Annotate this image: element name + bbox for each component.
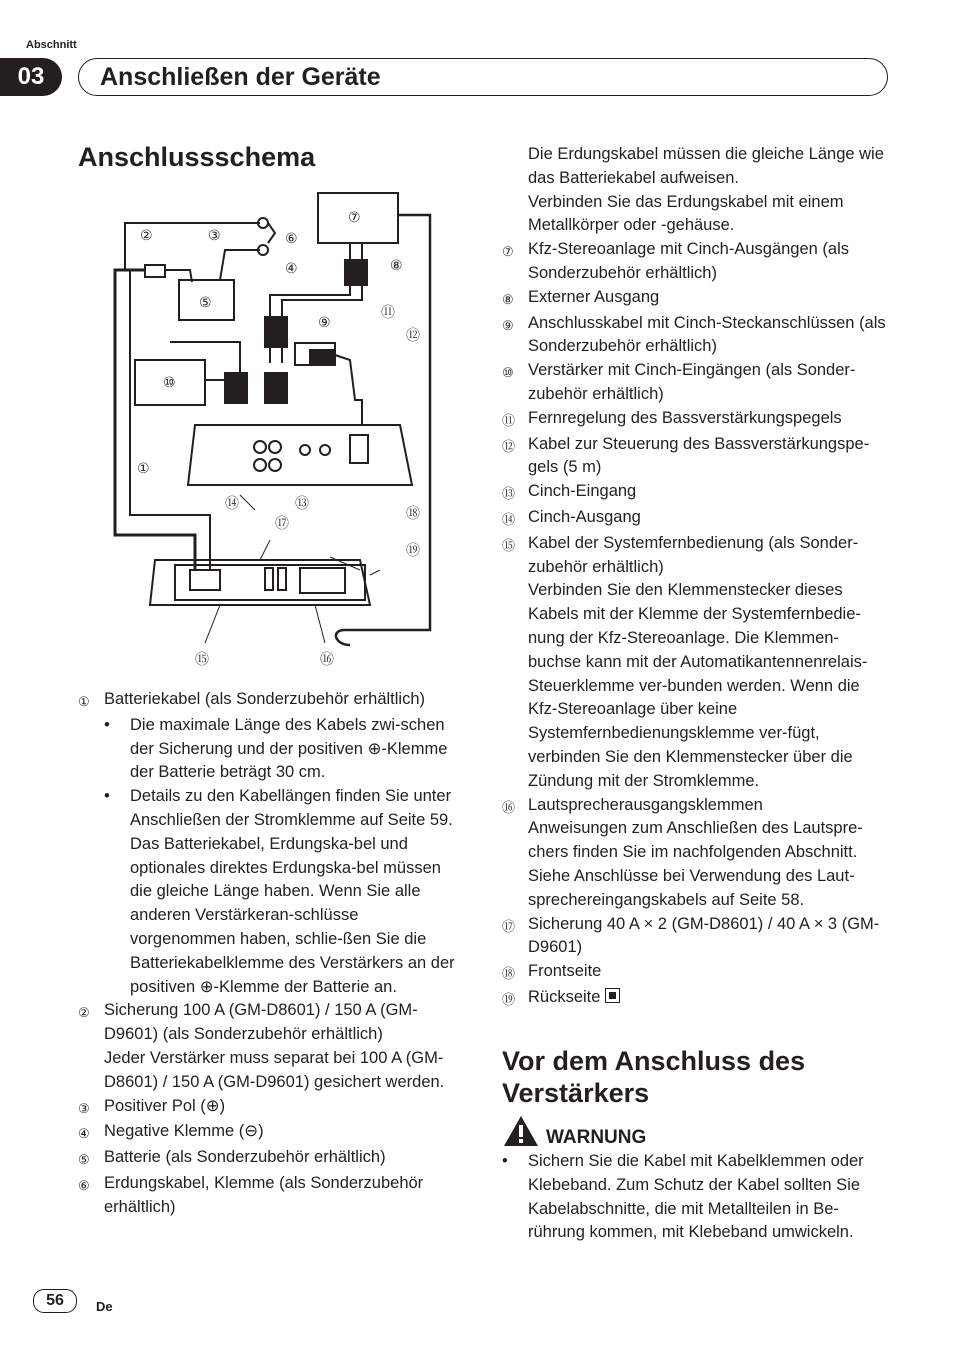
item-number: ⑩	[502, 365, 514, 381]
section-number-badge: 03	[0, 58, 62, 96]
item-text: Cinch-Eingang	[528, 482, 637, 501]
callout-16: ⑯	[320, 652, 334, 668]
item-number: ④	[78, 1126, 90, 1142]
intro-text: Verbinden Sie das Erdungskabel mit einem Metallkörper oder -gehäuse.	[528, 192, 844, 235]
list-item	[502, 986, 890, 1012]
wiring-diagram	[100, 185, 445, 675]
section-heading: Vor dem Anschluss des Verstärkers	[502, 1046, 806, 1108]
list-item	[78, 1095, 460, 1121]
callout-11: ⑪	[381, 305, 395, 321]
section-title: Anschließen der Geräte	[100, 63, 381, 91]
callout-3: ③	[208, 228, 221, 244]
item-text: Cinch-Ausgang	[528, 507, 641, 526]
item-text: Lautsprecherausgangsklemmen	[528, 795, 763, 814]
item-text: Fernregelung des Bassverstärkungspegels	[528, 408, 842, 427]
warning-title: WARNUNG	[546, 1127, 647, 1148]
list-item	[502, 359, 890, 407]
item-number: ⑦	[502, 244, 514, 260]
warning-text: Sichern Sie die Kabel mit Kabelklemmen oder Klebeband. Zum Schutz der Kabel sollten Sie Kabelabschnitte, die mit Metallteilen in Be-rührung kommen, mit Klebeband umwickeln.	[528, 1152, 864, 1242]
fuse-shape	[145, 265, 165, 277]
warning-icon	[503, 1115, 539, 1147]
item-number: ⑨	[502, 317, 514, 333]
intro-text: Die Erdungskabel müssen die gleiche Länge wie das Batteriekabel aufweisen.	[528, 145, 884, 187]
callout-13: ⑬	[295, 496, 309, 512]
callout-6: ⑥	[285, 231, 298, 247]
list-item	[78, 1120, 460, 1146]
item-text: Kfz-Stereoanlage mit Cinch-Ausgängen (als Sonderzubehör erhältlich)	[528, 240, 850, 282]
item-text: Rückseite	[528, 987, 601, 1006]
item-text: Positiver Pol (⊕)	[104, 1096, 226, 1115]
callout-12: ⑫	[406, 328, 420, 344]
list-item	[502, 960, 890, 986]
callout-5: ⑤	[199, 295, 212, 311]
callout-7: ⑦	[348, 210, 361, 226]
item-number: ⑱	[502, 966, 516, 982]
list-item	[502, 794, 890, 913]
item-number: ⑯	[502, 799, 516, 815]
item-number: ①	[78, 694, 90, 709]
item-number: ③	[78, 1100, 90, 1116]
item-extra: Jeder Verstärker muss separat bei 100 A (GM-D8601) / 150 A (GM-D9601) gesichert werden.	[104, 1048, 445, 1091]
callout-8: ⑧	[390, 258, 403, 274]
item-number: ⑫	[502, 438, 516, 454]
list-item	[502, 238, 890, 286]
item-text: Frontseite	[528, 962, 602, 981]
item-extra: Anweisungen zum Anschließen des Lautspre-chers finden Sie im nachfolgenden Abschnitt. Siehe Anschlüsse bei Verwendung des Laut-sprechereingangskabels auf Seite 58.	[528, 819, 863, 909]
item-extra: Verbinden Sie den Klemmenstecker dieses Kabels mit der Klemme der Systemfernbedie-nung der Kfz-Stereoanlage. Die Klemmen-buchse kann mit der Automatikantennenrelais-Steuerklemme ver-bunden werden. Wenn die Kfz-Stereoanlage über keine Systemfernbedienungsklemme ver-fügt, verbinden Sie den Klemmenstecker über die Zündung mit der Stromklemme.	[528, 581, 868, 790]
list-item	[78, 1146, 460, 1172]
bullet-text: Details zu den Kabellängen finden Sie unter Anschließen der Stromklemme auf Seite 59. Das Batteriekabel, Erdungska-bel und optionales direktes Erdungska-bel müssen die gleiche Länge haben. Wenn Sie alle anderen Verstärkeran-schlüsse vorgenommen haben, schlie-ßen Sie die Batteriekabelklemme des Verstärkers an der positiven ⊕-Klemme der Batterie an.	[130, 787, 455, 996]
item-text: Verstärker mit Cinch-Eingängen (als Sonder-zubehör erhältlich)	[528, 361, 856, 403]
list-item	[502, 433, 890, 481]
item-text: Kabel zur Steuerung des Bassverstärkungspe-gels (5 m)	[528, 434, 870, 477]
item-number: ⑮	[502, 537, 516, 553]
list-item	[502, 480, 890, 506]
item-text: Externer Ausgang	[528, 287, 660, 306]
item-text: Batterie (als Sonderzubehör erhältlich)	[104, 1148, 386, 1167]
item-number: ⑧	[502, 291, 514, 307]
item-text: Sicherung 40 A × 2 (GM-D8601) / 40 A × 3 (GM-D9601)	[528, 914, 880, 957]
callout-10: ⑩	[163, 375, 176, 391]
right-item-list	[502, 143, 890, 1012]
item-number: ②	[78, 1005, 90, 1021]
list-item	[502, 532, 890, 794]
item-text: Anschlusskabel mit Cinch-Steckanschlüssen (als Sonderzubehör erhältlich)	[528, 313, 886, 356]
list-item	[502, 407, 890, 433]
list-item	[502, 286, 890, 312]
end-mark-icon	[605, 988, 620, 1003]
callout-15: ⑮	[195, 652, 209, 668]
item-number: ⑤	[78, 1152, 90, 1168]
item-number: ⑥	[78, 1177, 90, 1193]
item-text: Negative Klemme (⊖)	[104, 1122, 264, 1141]
warning-bullet: • Sichern Sie die Kabel mit Kabelklemmen oder Klebeband. Zum Schutz der Kabel sollten Sie Kabelabschnitte, die mit Metallteilen in Be-rührung kommen, mit Klebeband umwickeln.	[502, 1150, 892, 1245]
list-item	[502, 913, 890, 961]
item-text: Kabel der Systemfernbedienung (als Sonder-zubehör erhältlich)	[528, 533, 859, 576]
item-number: ⑲	[502, 991, 516, 1007]
callout-4: ④	[285, 261, 298, 277]
item-text: Sicherung 100 A (GM-D8601) / 150 A (GM-D9601) (als Sonderzubehör erhältlich)	[104, 1001, 418, 1044]
bullet-item: • Die maximale Länge des Kabels zwi-schen der Sicherung und der positiven ⊕-Klemme der Batterie beträgt 30 cm.	[78, 714, 460, 785]
callout-14: ⑭	[225, 496, 239, 512]
item-text: Erdungskabel, Klemme (als Sonderzubehör erhältlich)	[104, 1173, 424, 1216]
callout-2: ②	[140, 228, 153, 244]
callout-1: ①	[137, 461, 150, 477]
item-number: ⑬	[502, 486, 516, 502]
callout-18: ⑱	[406, 506, 420, 522]
list-item	[502, 506, 890, 532]
page-number: 56	[33, 1289, 77, 1313]
list-item	[78, 1172, 460, 1220]
page-heading: Anschlussschema	[78, 142, 316, 172]
list-item	[78, 999, 460, 1094]
callout-17: ⑰	[275, 516, 289, 532]
list-item	[78, 688, 460, 714]
bullet-item: • Details zu den Kabellängen finden Sie unter Anschließen der Stromklemme auf Seite 59. Das Batteriekabel, Erdungska-bel und optionales direktes Erdungska-bel müssen die gleiche Länge haben. Wenn Sie alle anderen Verstärkeran-schlüsse vorgenommen haben, schlie-ßen Sie die Batteriekabelklemme des Verstärkers an der positiven ⊕-Klemme der Batterie an.	[78, 785, 460, 999]
bullet-text: Die maximale Länge des Kabels zwi-schen der Sicherung und der positiven ⊕-Klemme der Batterie beträgt 30 cm.	[130, 715, 448, 782]
section-label: Abschnitt	[26, 39, 77, 51]
item-text: Batteriekabel (als Sonderzubehör erhältlich)	[104, 690, 426, 708]
list-item	[502, 312, 890, 360]
language-code: De	[96, 1299, 113, 1314]
item-number: ⑰	[502, 918, 516, 934]
item-number: ⑪	[502, 412, 516, 428]
callout-19: ⑲	[406, 543, 420, 559]
callout-9: ⑨	[318, 315, 331, 331]
item-number: ⑭	[502, 511, 516, 527]
left-item-list	[78, 688, 460, 1220]
